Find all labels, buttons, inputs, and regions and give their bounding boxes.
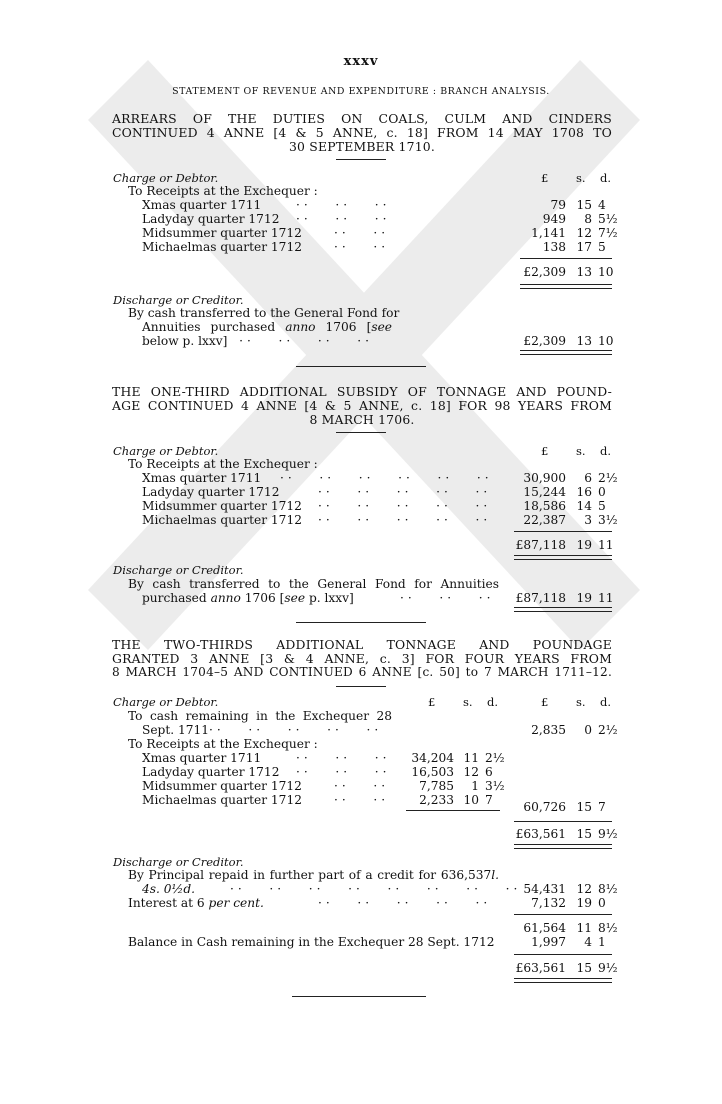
- amount-pence: 7½: [598, 226, 618, 240]
- total-shillings: 19: [576, 538, 592, 552]
- row-label: Midsummer quarter 1712: [142, 226, 302, 240]
- col-head-pounds: £: [541, 444, 549, 458]
- amount-pence: 4: [598, 198, 606, 212]
- amount-pence: 5: [598, 240, 606, 254]
- amount-pounds: 7,785: [419, 779, 454, 793]
- amount-shillings: 11: [463, 751, 479, 765]
- amount-pounds: 61,564: [523, 921, 566, 935]
- sum-rule: [514, 914, 612, 915]
- amount-pence: 3½: [485, 779, 505, 793]
- title-rule: [336, 432, 386, 433]
- row-label: Ladyday quarter 1712: [142, 765, 280, 779]
- amount-pence: 0: [598, 896, 606, 910]
- amount-pence: 0: [598, 485, 606, 499]
- total-shillings: 13: [576, 334, 592, 348]
- sum-rule: [406, 810, 500, 811]
- col-head-pence: d.: [487, 695, 499, 709]
- amount-shillings: 17: [576, 240, 592, 254]
- double-rule: [520, 350, 612, 355]
- receipts-label: To Receipts at the Exchequer :: [128, 457, 318, 471]
- section-title-line: THE ONE-THIRD ADDITIONAL SUBSIDY OF TONNAGE AND POUND-: [112, 384, 612, 399]
- row-label: Ladyday quarter 1712: [142, 485, 280, 499]
- amount-pounds: 138: [542, 240, 566, 254]
- col-head-shillings: s.: [576, 171, 586, 185]
- amount-shillings: 10: [463, 793, 479, 807]
- col-head-pounds: £: [428, 695, 436, 709]
- col-head-pence: d.: [600, 444, 612, 458]
- total-pounds: £2,309: [523, 334, 566, 348]
- double-rule: [514, 555, 612, 560]
- amount-shillings: 19: [576, 896, 592, 910]
- principal-label: By Principal repaid in further part of a credit for 636,537l.: [128, 868, 499, 882]
- amount-pence: 1: [598, 935, 606, 949]
- double-rule: [514, 978, 612, 983]
- amount-pence: 5: [598, 499, 606, 513]
- section-title-line: AGE CONTINUED 4 ANNE [4 & 5 ANNE, c. 18] FOR 98 YEARS FROM: [112, 398, 612, 413]
- section-title-line: THE TWO-THIRDS ADDITIONAL TONNAGE AND POUNDAGE: [112, 637, 612, 652]
- amount-pounds: 15,244: [523, 485, 566, 499]
- amount-pounds: 60,726: [523, 800, 566, 814]
- amount-pence: 3½: [598, 513, 618, 527]
- sum-rule: [514, 821, 612, 822]
- amount-pounds: 949: [542, 212, 566, 226]
- title-rule: [336, 686, 386, 687]
- row-label: Xmas quarter 1711: [142, 751, 262, 765]
- section-title-line: GRANTED 3 ANNE [3 & 4 ANNE, c. 3] FOR FOUR YEARS FROM: [112, 651, 612, 666]
- amount-pounds: 16,503: [411, 765, 454, 779]
- col-head-shillings: s.: [463, 695, 473, 709]
- amount-shillings: 12: [463, 765, 479, 779]
- amount-shillings: 11: [576, 921, 592, 935]
- amount-shillings: 1: [471, 779, 479, 793]
- amount-shillings: 0: [584, 723, 592, 737]
- amount-pence: 8½: [598, 882, 618, 896]
- sum-rule: [520, 258, 612, 259]
- principal-label: 4s. 0½d.: [142, 882, 195, 896]
- amount-pence: 2½: [598, 471, 618, 485]
- col-head-pence: d.: [600, 171, 612, 185]
- total-shillings: 13: [576, 265, 592, 279]
- amount-pence: 6: [485, 765, 493, 779]
- discharge-text: By cash transferred to the General Fond for Annuities: [128, 577, 499, 591]
- amount-pence: 5½: [598, 212, 618, 226]
- amount-shillings: 12: [576, 882, 592, 896]
- amount-pounds: 1,141: [531, 226, 566, 240]
- discharge-label: Discharge or Creditor.: [113, 855, 244, 869]
- balance-label: Balance in Cash remaining in the Exchequer 28 Sept. 1712: [128, 935, 495, 949]
- charge-label: Charge or Debtor.: [113, 695, 219, 709]
- running-head: STATEMENT OF REVENUE AND EXPENDITURE : BRANCH ANALYSIS.: [172, 86, 550, 97]
- double-rule: [514, 844, 612, 849]
- charge-label: Charge or Debtor.: [113, 171, 219, 185]
- total-pence: 10: [598, 265, 614, 279]
- col-head-shillings: s.: [576, 695, 586, 709]
- title-rule: [336, 159, 386, 160]
- amount-shillings: 15: [576, 800, 592, 814]
- amount-shillings: 15: [576, 198, 592, 212]
- amount-shillings: 12: [576, 226, 592, 240]
- amount-shillings: 8: [584, 212, 592, 226]
- amount-pounds: 34,204: [411, 751, 454, 765]
- amount-shillings: 3: [584, 513, 592, 527]
- col-head-pence: d.: [600, 695, 612, 709]
- section-title-line: CONTINUED 4 ANNE [4 & 5 ANNE, c. 18] FROM 14 MAY 1708 TO: [112, 125, 612, 140]
- page-number: xxxv: [343, 54, 379, 69]
- amount-pence: 7: [598, 800, 606, 814]
- total-shillings: 15: [576, 961, 592, 975]
- amount-pounds: 79: [550, 198, 566, 212]
- sum-rule: [514, 531, 612, 532]
- double-rule: [514, 607, 612, 612]
- row-label: Ladyday quarter 1712: [142, 212, 280, 226]
- total-pounds: £63,561: [515, 961, 566, 975]
- col-head-pounds: £: [541, 695, 549, 709]
- section-title-line: 30 SEPTEMBER 1710.: [288, 139, 436, 154]
- amount-pounds: 18,586: [523, 499, 566, 513]
- row-label: Michaelmas quarter 1712: [142, 793, 302, 807]
- row-label: Michaelmas quarter 1712: [142, 240, 302, 254]
- amount-shillings: 4: [584, 935, 592, 949]
- cash-label: To cash remaining in the Exchequer 28: [128, 709, 392, 723]
- section-title-line: 8 MARCH 1704–5 AND CONTINUED 6 ANNE [c. 50] to 7 MARCH 1711–12.: [112, 665, 612, 679]
- row-label: Midsummer quarter 1712: [142, 499, 302, 513]
- col-head-pounds: £: [541, 171, 549, 185]
- section-rule: [296, 622, 426, 623]
- discharge-text: Annuities purchased anno 1706 [see: [142, 320, 393, 334]
- receipts-label: To Receipts at the Exchequer :: [128, 184, 318, 198]
- amount-pounds: 2,835: [531, 723, 566, 737]
- row-label: Michaelmas quarter 1712: [142, 513, 302, 527]
- amount-shillings: 16: [576, 485, 592, 499]
- section-rule: [292, 996, 426, 997]
- total-pounds: £87,118: [515, 591, 566, 605]
- discharge-label: Discharge or Creditor.: [113, 293, 244, 307]
- total-pence: 9½: [598, 827, 618, 841]
- total-shillings: 19: [576, 591, 592, 605]
- section-title-line: 8 MARCH 1706.: [309, 412, 415, 427]
- amount-shillings: 6: [584, 471, 592, 485]
- section-rule: [296, 366, 426, 367]
- sum-rule: [514, 954, 612, 955]
- amount-pounds: 1,997: [531, 935, 566, 949]
- amount-pence: 8½: [598, 921, 618, 935]
- total-pounds: £63,561: [515, 827, 566, 841]
- amount-shillings: 14: [576, 499, 592, 513]
- amount-pence: 7: [485, 793, 493, 807]
- interest-label: Interest at 6 per cent.: [128, 896, 264, 910]
- amount-pounds: 2,233: [419, 793, 454, 807]
- row-label: Xmas quarter 1711: [142, 471, 262, 485]
- total-shillings: 15: [576, 827, 592, 841]
- amount-pounds: 7,132: [531, 896, 566, 910]
- total-pounds: £2,309: [523, 265, 566, 279]
- row-label: Midsummer quarter 1712: [142, 779, 302, 793]
- total-pence: 9½: [598, 961, 618, 975]
- section-title-line: ARREARS OF THE DUTIES ON COALS, CULM AND CINDERS: [112, 111, 612, 126]
- discharge-text: below p. lxxv] ·· ·· ·· ··: [142, 334, 373, 348]
- total-pence: 11: [598, 591, 614, 605]
- amount-pounds: 22,387: [523, 513, 566, 527]
- discharge-label: Discharge or Creditor.: [113, 563, 244, 577]
- cash-label: Sept. 1711·· ·· ·· ·· ··: [142, 723, 383, 737]
- total-pence: 11: [598, 538, 614, 552]
- double-rule: [520, 284, 612, 289]
- total-pence: 10: [598, 334, 614, 348]
- amount-pence: 2½: [485, 751, 505, 765]
- amount-pence: 2½: [598, 723, 618, 737]
- discharge-text: purchased anno 1706 [see p. lxxv]: [142, 591, 354, 605]
- total-pounds: £87,118: [515, 538, 566, 552]
- receipts-label: To Receipts at the Exchequer :: [128, 737, 318, 751]
- amount-pounds: 54,431: [523, 882, 566, 896]
- document-page: xxxv STATEMENT OF REVENUE AND EXPENDITURE : BRANCH ANALYSIS. ARREARS OF THE DUTIES ON COALS, CULM AND CINDERS CONTINUED 4 ANNE [4 & 5 ANNE, c. 18] FROM 14 MAY 1708 TO 30 SEPTEMBER 1710. Charge or Debtor. £ s. d. To Receipts at the Exchequer : Xmas quarter 1711 ·· ·· ·· 79 15 4 Ladyday quarter 1712 ·· ·· ·· 949 8 5½ Midsummer quarter 1712 ·· ·· 1,141 12 7½ Michaelmas quarter 1712 ·· ·· 138 17 5 £2,309 13 10 Discharge or Creditor. By cash transferred to the General Fond for Annuities purchased anno 1706 [see below p. lxxv] ·· ·· ·· ·· £2,309 13 10 THE ONE-THIRD ADDITIONAL SUBSIDY OF TONNAGE AND POUND- AGE CONTINUED 4 ANNE [4 & 5 ANNE, c. 18] FOR 98 YEARS FROM 8 MARCH 1706. Charge or Debtor. £ s. d. To Receipts at the Exchequer : Xmas quarter 1711 ·· ·· ·· ·· ·· ·· 30,900 6 2½ Ladyday quarter 1712 ·· ·· ·· ·· ·· 15,244 16 0 Midsummer quarter 1712 ·· ·· ·· ·· ·· 18,586 14 5 Michaelmas quarter 1712 ·· ·· ·· ·· ·· 22,387 3 3½ £87,118 19 11 Discharge or Creditor. By cash transferred to the General Fond for Annuities purchased anno 1706 [see p. lxxv] ·· ·· ·· £87,118 19 11 THE TWO-THIRDS ADDITIONAL TONNAGE AND POUNDAGE GRANTED 3 ANNE [3 & 4 ANNE, c. 3] FOR FOUR YEARS FROM 8 MARCH 1704–5 AND CONTINUED 6 ANNE [c. 50] to 7 MARCH 1711–12. Charge or Debtor. £ s. d. £ s. d. To cash remaining in the Exchequer 28 Sept. 1711·· ·· ·· ·· ·· 2,835 0 2½ To Receipts at the Exchequer : Xmas quarter 1711 ·· ·· ·· 34,204 11 2½ Ladyday quarter 1712 ·· ·· ·· 16,503 12 6 Midsummer quarter 1712 ·· ·· 7,785 1 3½ Michaelmas quarter 1712 ·· ·· 2,233 10 7 60,726 15 7 £63,561 15 9½ Discharge or Creditor. By Principal repaid in further part of a credit for 636,537l. 4s. 0½d. ·· ·· ·· ·· ·· ·· ·· ·· 54,431 12 8½ Interest at 6 per cent. ·· ·· ·· ·· ·· 7,132 19 0 61,564 11 8½ Balance in Cash remaining in the Exchequer 28 Sept. 1712 1,997 4 1 £63,561 15 9½: [0, 0, 722, 1104]
- discharge-text: By cash transferred to the General Fond for: [128, 306, 400, 320]
- charge-label: Charge or Debtor.: [113, 444, 219, 458]
- col-head-shillings: s.: [576, 444, 586, 458]
- amount-pounds: 30,900: [523, 471, 566, 485]
- row-label: Xmas quarter 1711: [142, 198, 262, 212]
